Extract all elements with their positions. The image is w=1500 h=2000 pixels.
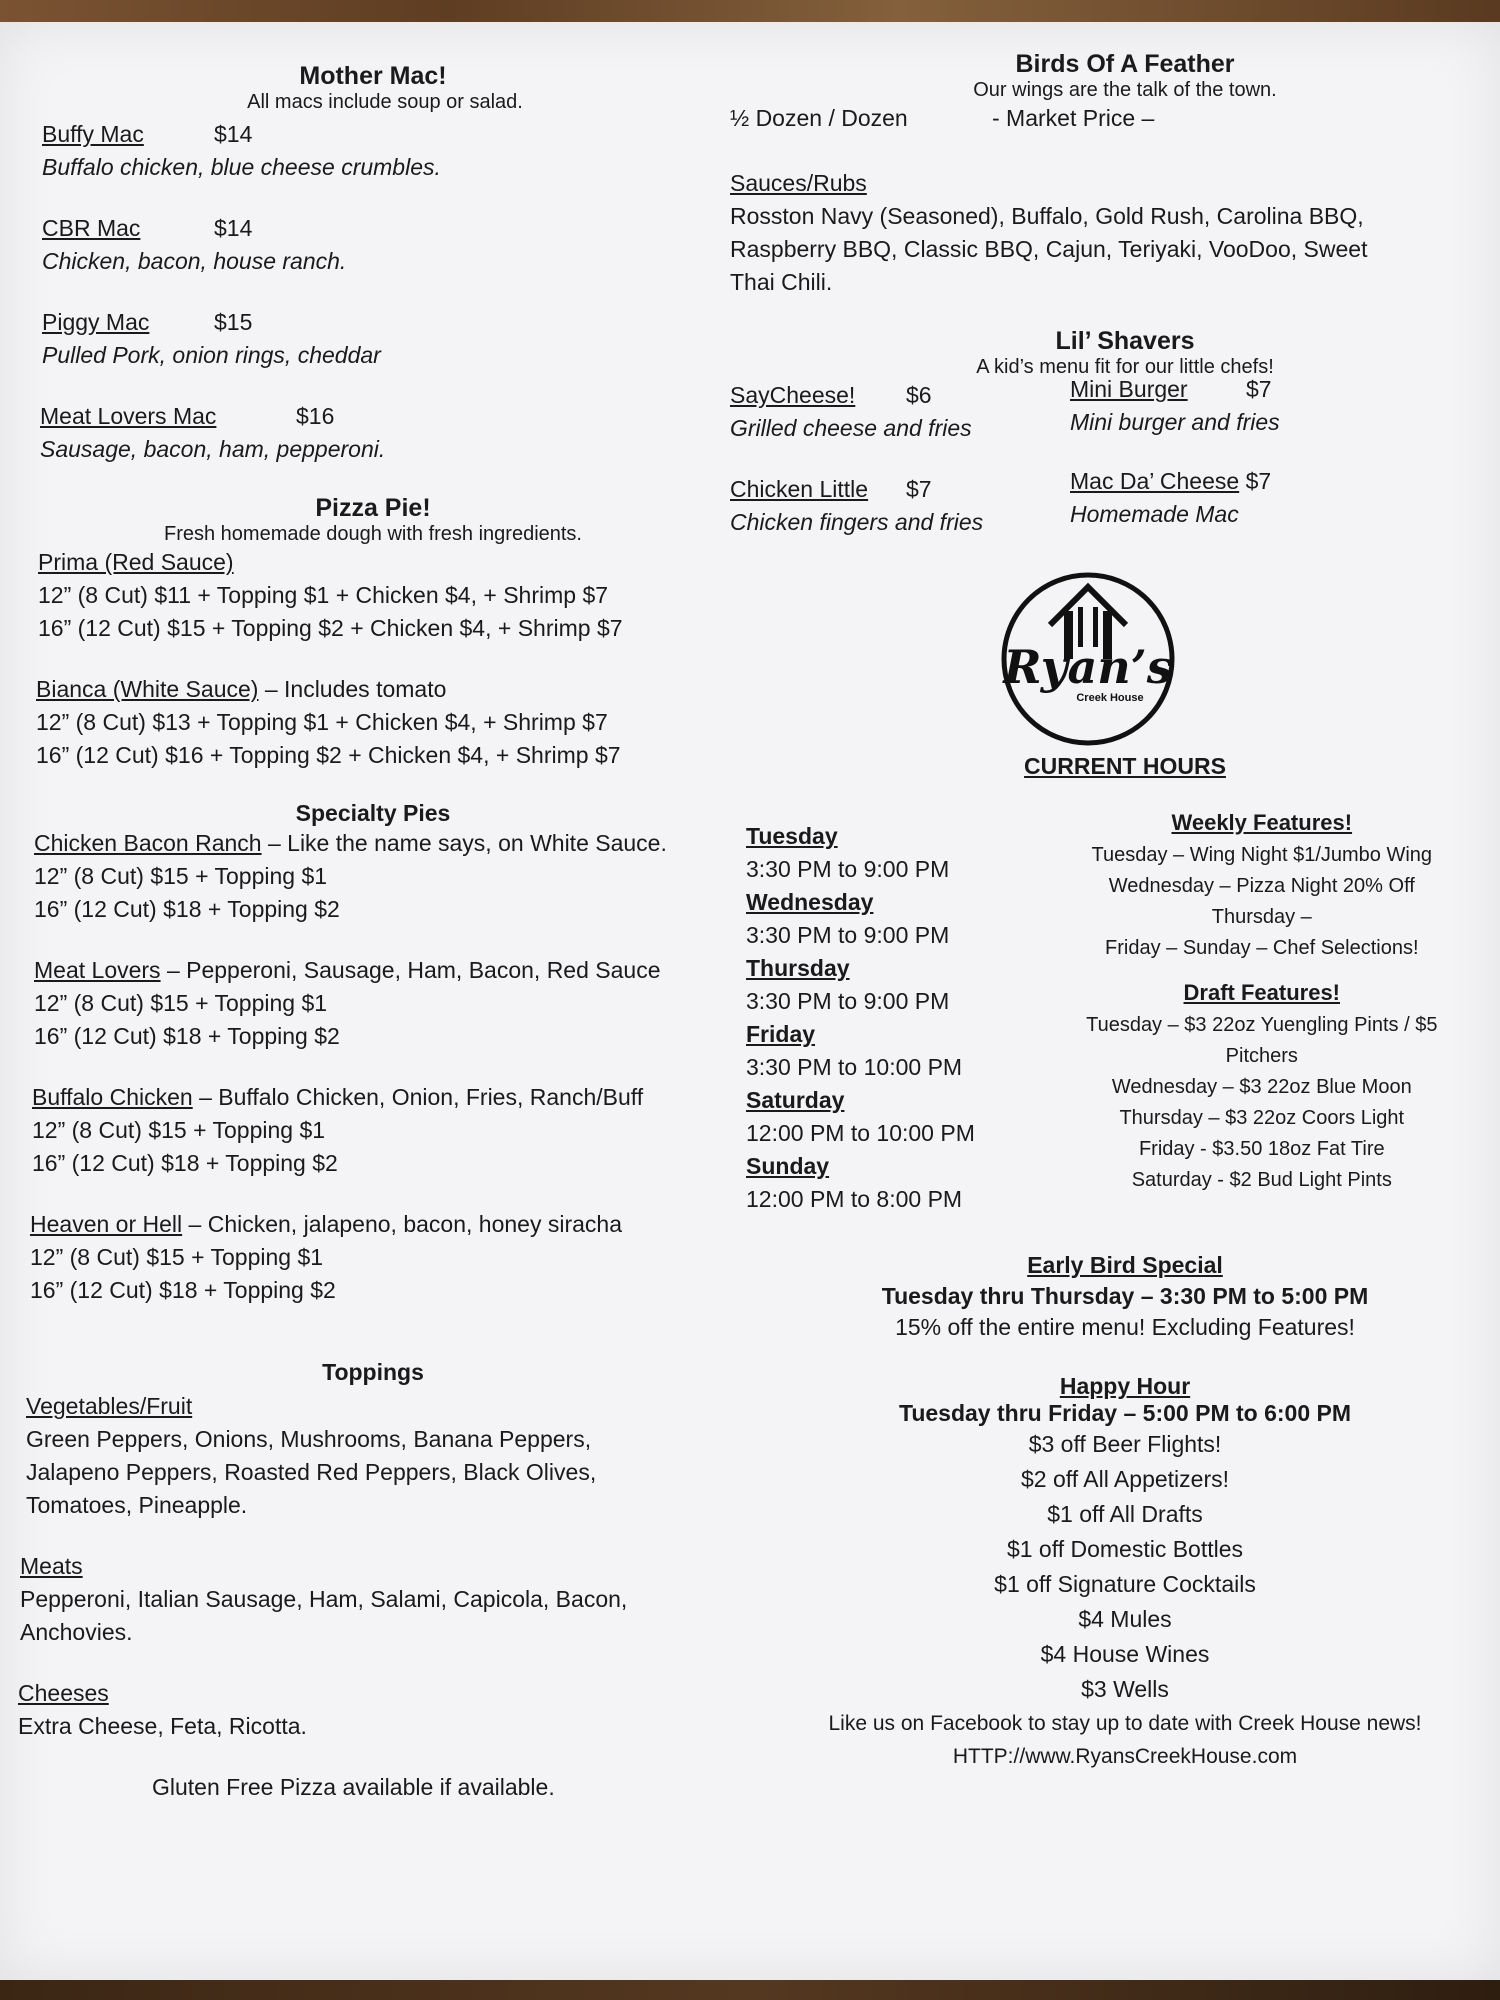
early-bird-section xyxy=(770,1252,1480,1345)
feature-line: Thursday – $3 22oz Coors Light xyxy=(1119,1107,1405,1129)
item-name: Buffalo Chicken xyxy=(32,1084,193,1110)
price-line: 16” (12 Cut) $16 + Topping $2 + Chicken $4, + Shrimp $7 xyxy=(36,742,621,768)
hours-time: 3:30 PM to 9:00 PM xyxy=(746,988,950,1014)
kids-section xyxy=(730,327,1480,567)
item-name: Heaven or Hell xyxy=(30,1211,183,1237)
item-name: SayCheese! xyxy=(730,382,856,408)
happy-hour-line: $4 Mules xyxy=(1078,1606,1172,1632)
feature-line: Tuesday – $3 22oz Yuengling Pints / $5 xyxy=(1086,1014,1438,1036)
happy-hour-line: $1 off All Drafts xyxy=(1047,1501,1203,1527)
item-price: $16 xyxy=(296,403,335,429)
item-description: Chicken, bacon, house ranch. xyxy=(42,248,347,274)
pizza-section xyxy=(24,494,714,772)
happy-hour-line: $1 off Domestic Bottles xyxy=(1006,1536,1244,1562)
item-description: Sausage, bacon, ham, pepperoni. xyxy=(40,436,386,462)
item-name: Prima (Red Sauce) xyxy=(38,549,234,575)
website-url: HTTP://www.RyansCreekHouse.com xyxy=(952,1745,1298,1768)
toppings-section xyxy=(18,1359,714,1804)
opening-hours xyxy=(730,820,1044,1216)
section-title: Specialty Pies xyxy=(295,800,451,826)
item-price: $7 xyxy=(1245,468,1272,494)
topping-list-line: Tomatoes, Pineapple. xyxy=(26,1492,248,1518)
topping-category: Cheeses xyxy=(18,1680,109,1706)
section-subtitle: All macs include soup or salad. xyxy=(247,91,523,113)
mac-item xyxy=(42,306,714,372)
sauces xyxy=(730,167,1480,299)
hours-time: 12:00 PM to 8:00 PM xyxy=(746,1186,963,1212)
happy-hour-line: $2 off All Appetizers! xyxy=(1021,1466,1229,1492)
hours-day: Sunday xyxy=(746,1153,830,1179)
item-description: Chicken fingers and fries xyxy=(730,509,984,535)
section-subtitle: Our wings are the talk of the town. xyxy=(973,79,1277,101)
item-name: Meat Lovers xyxy=(34,957,161,983)
item-description: – Chicken, jalapeno, bacon, honey siracha xyxy=(182,1211,622,1237)
feature-line: Friday - $3.50 18oz Fat Tire xyxy=(1138,1138,1385,1160)
specialty-item xyxy=(30,1208,714,1307)
hours-features-row xyxy=(730,810,1480,1216)
toppings-meats xyxy=(20,1550,714,1649)
mac-item xyxy=(40,400,714,466)
specialty-section xyxy=(24,800,714,1307)
section-subtitle: A kid’s menu fit for our little chefs! xyxy=(976,356,1274,378)
price-line: 16” (12 Cut) $18 + Topping $2 xyxy=(34,896,340,922)
item-note: – Includes tomato xyxy=(258,676,447,702)
hours-time: 12:00 PM to 10:00 PM xyxy=(746,1120,975,1146)
feature-line: Pitchers xyxy=(1225,1045,1298,1067)
kids-item xyxy=(1070,465,1410,531)
item-description: Homemade Mac xyxy=(1070,501,1239,527)
wing-sizes-row xyxy=(730,102,1480,135)
pizza-item xyxy=(36,673,714,772)
specialty-item xyxy=(34,827,714,926)
sauce-list-line: Rosston Navy (Seasoned), Buffalo, Gold Rush, Carolina BBQ, xyxy=(730,203,1364,229)
logo-small-text: Creek House xyxy=(1076,692,1144,704)
wings-section xyxy=(730,50,1480,299)
feature-line: Wednesday – Pizza Night 20% Off xyxy=(1108,875,1415,897)
feature-line: Wednesday – $3 22oz Blue Moon xyxy=(1111,1076,1412,1098)
happy-hour-line: $3 off Beer Flights! xyxy=(1028,1431,1222,1457)
kids-column xyxy=(1070,376,1410,567)
happy-hour-title: Happy Hour xyxy=(1059,1373,1191,1399)
item-price: $14 xyxy=(214,121,253,147)
topping-category: Meats xyxy=(20,1553,83,1579)
price-line: 12” (8 Cut) $15 + Topping $1 xyxy=(32,1117,326,1143)
topping-list-line: Jalapeno Peppers, Roasted Red Peppers, Black Olives, xyxy=(26,1459,597,1485)
happy-hour-line: $3 Wells xyxy=(1081,1676,1169,1702)
mac-item xyxy=(42,118,714,184)
sauces-label: Sauces/Rubs xyxy=(730,170,867,196)
hours-time: 3:30 PM to 9:00 PM xyxy=(746,856,950,882)
item-name: Chicken Little xyxy=(730,476,869,502)
topping-list-line: Green Peppers, Onions, Mushrooms, Banana Peppers, xyxy=(26,1426,592,1452)
kids-item xyxy=(730,473,1070,539)
specialty-item xyxy=(34,954,714,1053)
item-name: Bianca (White Sauce) xyxy=(36,676,259,702)
item-name: Mini Burger xyxy=(1070,376,1188,402)
sauce-list-line: Raspberry BBQ, Classic BBQ, Cajun, Teriyaki, VooDoo, Sweet xyxy=(730,236,1368,262)
topping-category: Vegetables/Fruit xyxy=(26,1393,193,1419)
price-line: 12” (8 Cut) $15 + Topping $1 xyxy=(30,1244,324,1270)
item-price: $15 xyxy=(214,309,253,335)
price-line: 16” (12 Cut) $18 + Topping $2 xyxy=(30,1277,336,1303)
draft-features-title: Draft Features! xyxy=(1183,980,1341,1005)
pizza-item xyxy=(38,546,714,645)
item-name: CBR Mac xyxy=(42,215,141,241)
early-bird-desc: 15% off the entire menu! Excluding Features! xyxy=(895,1314,1355,1340)
features xyxy=(1044,806,1480,1216)
item-price: $7 xyxy=(1246,376,1272,402)
section-title: Birds Of A Feather xyxy=(1015,50,1235,78)
happy-hour-line: $1 off Signature Cocktails xyxy=(994,1571,1256,1597)
hours-time: 3:30 PM to 9:00 PM xyxy=(746,922,950,948)
kids-menu-grid xyxy=(730,376,1480,567)
kids-column xyxy=(730,379,1070,567)
feature-line: Friday – Sunday – Chef Selections! xyxy=(1105,937,1419,959)
item-description: – Pepperoni, Sausage, Ham, Bacon, Red Sauce xyxy=(160,957,661,983)
hours-day: Wednesday xyxy=(746,889,874,915)
item-description: Buffalo chicken, blue cheese crumbles. xyxy=(42,154,441,180)
menu-paper xyxy=(0,22,1500,1980)
hours-day: Friday xyxy=(746,1021,816,1047)
mac-item xyxy=(42,212,714,278)
section-title: Toppings xyxy=(322,1359,424,1385)
price-line: 12” (8 Cut) $13 + Topping $1 + Chicken $4, + Shrimp $7 xyxy=(36,709,608,735)
item-price: $6 xyxy=(906,382,932,408)
item-name: Meat Lovers Mac xyxy=(40,403,217,429)
hours-day: Tuesday xyxy=(746,823,838,849)
happy-hour-section xyxy=(770,1373,1480,1773)
mother-mac-section xyxy=(24,62,714,466)
hours-day: Thursday xyxy=(746,955,850,981)
item-name: Mac Da’ Cheese xyxy=(1070,468,1240,494)
kids-item xyxy=(1070,373,1410,439)
early-bird-title: Early Bird Special xyxy=(1027,1252,1223,1278)
item-name: Buffy Mac xyxy=(42,121,144,147)
hours-time: 3:30 PM to 10:00 PM xyxy=(746,1054,963,1080)
item-name: Chicken Bacon Ranch xyxy=(34,830,262,856)
left-column xyxy=(18,62,714,1804)
facebook-note: Like us on Facebook to stay up to date with Creek House news! xyxy=(828,1712,1422,1735)
section-title: Lil’ Shavers xyxy=(1055,327,1195,355)
toppings-cheeses xyxy=(18,1677,714,1743)
item-name: Piggy Mac xyxy=(42,309,150,335)
sauce-list-line: Thai Chili. xyxy=(730,269,833,295)
section-title: Pizza Pie! xyxy=(315,494,431,522)
topping-list-line: Pepperoni, Italian Sausage, Ham, Salami, Capicola, Bacon, xyxy=(20,1586,628,1612)
price-line: 16” (12 Cut) $18 + Topping $2 xyxy=(34,1023,340,1049)
wing-price: - Market Price – xyxy=(992,105,1155,131)
toppings-vegetables xyxy=(26,1390,714,1522)
item-price: $7 xyxy=(906,476,932,502)
happy-hour-line: $4 House Wines xyxy=(1040,1641,1210,1667)
hours-day: Saturday xyxy=(746,1087,845,1113)
item-description: – Buffalo Chicken, Onion, Fries, Ranch/Buff xyxy=(192,1084,644,1110)
logo-script-text: Ryan’s xyxy=(1003,640,1173,694)
topping-list-line: Extra Cheese, Feta, Ricotta. xyxy=(18,1713,307,1739)
gluten-free-note: Gluten Free Pizza available if available. xyxy=(152,1774,555,1800)
right-column xyxy=(730,50,1480,1773)
feature-line: Thursday – xyxy=(1211,906,1312,928)
item-price: $14 xyxy=(214,215,253,241)
early-bird-when: Tuesday thru Thursday – 3:30 PM to 5:00 PM xyxy=(881,1283,1369,1309)
price-line: 12” (8 Cut) $11 + Topping $1 + Chicken $4, + Shrimp $7 xyxy=(38,582,609,608)
feature-line: Saturday - $2 Bud Light Pints xyxy=(1131,1169,1392,1191)
topping-list-line: Anchovies. xyxy=(20,1619,133,1645)
item-description: Pulled Pork, onion rings, cheddar xyxy=(42,342,381,368)
price-line: 12” (8 Cut) $15 + Topping $1 xyxy=(34,863,328,889)
price-line: 16” (12 Cut) $15 + Topping $2 + Chicken $4, + Shrimp $7 xyxy=(38,615,623,641)
ryans-creek-house-logo xyxy=(998,567,1178,747)
feature-line: Tuesday – Wing Night $1/Jumbo Wing xyxy=(1091,844,1433,866)
happy-hour-when: Tuesday thru Friday – 5:00 PM to 6:00 PM xyxy=(898,1400,1352,1426)
specialty-item xyxy=(32,1081,714,1180)
item-description: Mini burger and fries xyxy=(1070,409,1280,435)
item-description: Grilled cheese and fries xyxy=(730,415,972,441)
price-line: 12” (8 Cut) $15 + Topping $1 xyxy=(34,990,328,1016)
weekly-features-title: Weekly Features! xyxy=(1171,810,1353,835)
hours-title: CURRENT HOURS xyxy=(1024,753,1226,779)
kids-item xyxy=(730,379,1070,445)
section-title: Mother Mac! xyxy=(299,62,447,90)
price-line: 16” (12 Cut) $18 + Topping $2 xyxy=(32,1150,338,1176)
section-subtitle: Fresh homemade dough with fresh ingredients. xyxy=(163,523,582,545)
item-description: – Like the name says, on White Sauce. xyxy=(261,830,667,856)
wing-sizes: ½ Dozen / Dozen xyxy=(730,105,908,131)
